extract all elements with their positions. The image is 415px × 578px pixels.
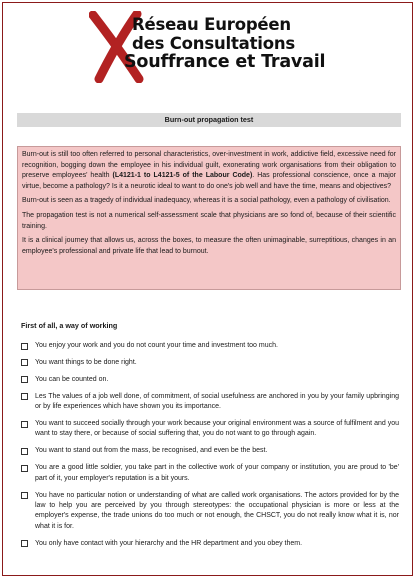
checklist-item-text: You want to succeed socially through your work because your original environment was a source of fulfilment and you want to stay there, or because of social suffering that, you do not want to go through again.: [35, 420, 399, 438]
checkbox[interactable]: [21, 393, 28, 400]
checklist-item: [21, 446, 399, 456]
intro-paragraph-1: [22, 150, 396, 192]
checklist-item: [21, 341, 399, 351]
intro-paragraph-4: It is a clinical journey that allows us, across the boxes, to measure the often unimaginable, surreptitious, changes in an employee's professional and private life that lead to burnout.: [22, 237, 396, 255]
checklist-item: [21, 539, 399, 549]
checkbox[interactable]: [21, 343, 28, 350]
logo-line-2: des Consultations: [132, 34, 296, 53]
checklist-item-text: You are a good little soldier, you take part in the collective work of your company or institution, you are proud to 'be' part of it, your employer's reputation is a bit yours.: [35, 464, 399, 482]
checklist-item: [21, 419, 399, 440]
checklist-item-text: You have no particular notion or understanding of what are called work organisations. The actors provided for by the law to help you are perceived by you through stereotypes: the occupational physician is more or less at the employer's expense, the trade unions do too much or not enough, the CHSCT, you do not really know what it is, nor what it is for.: [35, 491, 399, 530]
intro-box: [17, 146, 401, 290]
logo-line-3: Souffrance et Travail: [124, 52, 326, 72]
checklist-item-text: You only have contact with your hierarchy and the HR department and you obey them.: [35, 539, 303, 547]
section-heading: First of all, a way of working: [21, 321, 118, 330]
checkbox[interactable]: [21, 540, 28, 547]
logo-text: [124, 15, 325, 72]
intro-text: . Has professional conscience, once a major virtue, become a pathology? Is it a neurotic ideal to want to do one's job well and have the time, means and objectives?: [22, 172, 396, 190]
checkbox[interactable]: [21, 421, 28, 428]
checklist-item: [21, 491, 399, 533]
law-reference: (L4121-1 to L4121-5 of the Labour Code): [112, 172, 253, 180]
checklist-item: [21, 463, 399, 484]
checkbox[interactable]: [21, 376, 28, 383]
checklist-item: [21, 358, 399, 368]
checklist-item-text: You want to stand out from the mass, be recognised, and even be the best.: [35, 447, 268, 455]
intro-paragraph-3: The propagation test is not a numerical self-assessment scale that physicians are so fond of, because of their scientific training.: [22, 211, 396, 230]
checklist-item: [21, 375, 399, 385]
checklist-item: [21, 392, 399, 413]
logo-line-1: Réseau Européen: [132, 15, 291, 34]
checkbox[interactable]: [21, 465, 28, 472]
intro-text: Burn-out is still too often referred to personal characteristics, over-investment in work, addictive field, excessive need for recognition, bogging down the employee in his individual guilt, exonerating work organisations from their obligation to preserve employees' health: [22, 151, 396, 180]
checklist-item-text: You enjoy your work and you do not count your time and investment too much.: [35, 342, 278, 349]
checklist-item-text: You can be counted on.: [35, 375, 109, 383]
checklist-item-text: You want things to be done right.: [35, 358, 137, 366]
checklist-item-text: Les The values of a job well done, of commitment, of social usefulness are anchored in you by your family upbringing or by life experiences which have shown you its importance.: [35, 392, 399, 411]
intro-paragraph-2: Burn-out is seen as a tragedy of individual inadequacy, whereas it is a social pathology, even a pathology of civilisation.: [22, 197, 391, 205]
checklist: [21, 341, 399, 556]
checkbox[interactable]: [21, 492, 28, 499]
checkbox[interactable]: [21, 359, 28, 366]
document-page: [2, 2, 413, 576]
checkbox[interactable]: [21, 448, 28, 455]
page-title: Burn-out propagation test: [17, 113, 401, 127]
logo: [89, 11, 339, 83]
